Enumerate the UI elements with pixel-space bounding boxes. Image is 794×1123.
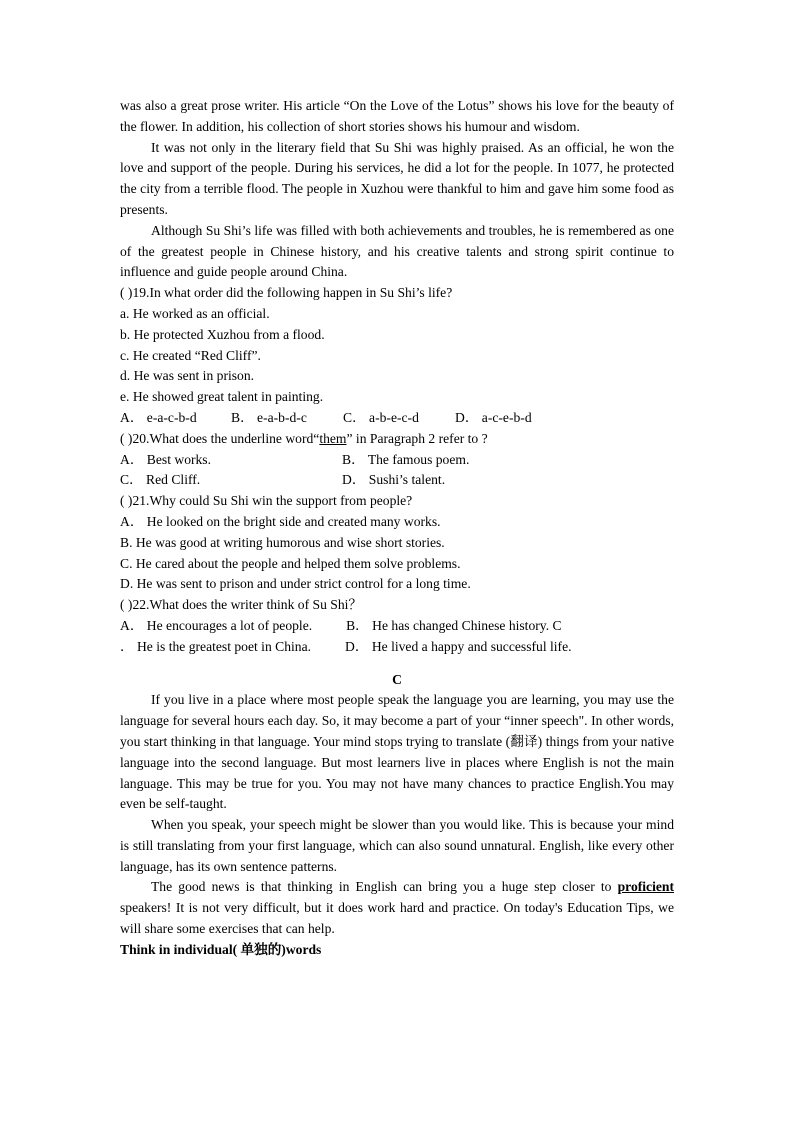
passage-paragraph: was also a great prose writer. His article “On the Love of the Lotus” shows his love for the beauty of the flower. In addition, his collection of short stories shows his humour and wisdom.: [120, 98, 674, 134]
section-heading: C: [392, 671, 402, 687]
passage-paragraph: If you live in a place where most people speak the language you are learning, you may use the language for several hours each day. So, it may become a part of your “inner speech". In other words, you start thinking in that language. Your mind stops trying to translate (翻译) things from your native language into the second language. But most learners live in places where English is not the main language. This may be true for you. You may not have many chances to practice English.You may even be self-taught.: [120, 692, 674, 812]
document-page: [120, 96, 674, 961]
event-item: c. He created “Red Cliff”.: [120, 347, 261, 363]
question-22: [120, 595, 674, 657]
option-a: A． He looked on the bright side and created many works.: [120, 513, 441, 529]
option-d: D． a-c-e-b-d: [455, 409, 532, 425]
option-a: A． Best works.: [120, 451, 212, 467]
passage-paragraph: Although Su Shi’s life was filled with both achievements and troubles, he is remembered as one of the greatest people in Chinese history, and his creative talents and strong spirit continue to influence and guide people around China.: [120, 222, 674, 280]
options-row: [120, 470, 674, 491]
question-stem: ( )21.Why could Su Shi win the support from people?: [120, 493, 413, 509]
question-stem: ( )22.What does the writer think of Su Shi？: [120, 597, 363, 613]
subheading: Think in individual( 单独的)words: [120, 941, 322, 957]
option-b: B. He was good at writing humorous and wise short stories.: [120, 534, 445, 550]
stem-text: ( )20.What does the underline word“: [120, 430, 320, 446]
option-c: C． Red Cliff.: [120, 472, 201, 488]
option-d: D. He was sent to prison and under strict control for a long time.: [120, 576, 471, 592]
event-item: b. He protected Xuzhou from a flood.: [120, 326, 325, 342]
option-c: C． a-b-e-c-d: [343, 409, 419, 425]
options-row: [120, 408, 674, 429]
event-item: a. He worked as an official.: [120, 305, 270, 321]
question-20: [120, 429, 674, 491]
event-item: d. He was sent in prison.: [120, 368, 255, 384]
option-d: D． Sushi’s talent.: [342, 472, 446, 488]
underlined-word: them: [319, 430, 347, 446]
paragraph-text: speakers! It is not very difficult, but it does work hard and practice. On today's Education Tips, we will share some exercises that can help.: [120, 900, 674, 937]
options-line: A． He encourages a lot of people. B． He has changed Chinese history. C: [120, 617, 562, 633]
event-item: e. He showed great talent in painting.: [120, 389, 324, 405]
stem-text: ” in Paragraph 2 refer to ?: [346, 430, 488, 446]
question-stem: ( )19.In what order did the following happen in Su Shi’s life?: [120, 285, 453, 301]
options-row: [120, 450, 674, 471]
passage-paragraph: When you speak, your speech might be slower than you would like. This is because your mind is still translating from your first language, which can also sound unnatural. English, like every other language, has its own sentence patterns.: [120, 817, 674, 874]
underlined-word: proficient: [617, 879, 674, 895]
question-19: [120, 283, 674, 429]
passage-paragraph: [120, 877, 674, 939]
option-b: B． e-a-b-d-c: [231, 409, 307, 425]
option-a: A． e-a-c-b-d: [120, 409, 197, 425]
passage-paragraph: It was not only in the literary field that Su Shi was highly praised. As an official, he won the love and support of the people. During his services, he did a lot for the people. In 1077, he protected the city from a terrible flood. The people in Xuzhou were thankful to him and gave him some food as presents.: [120, 139, 674, 217]
paragraph-text: The good news is that thinking in English can bring you a huge step closer to: [151, 879, 618, 895]
question-stem: [120, 429, 674, 450]
option-c: C. He cared about the people and helped them solve problems.: [120, 555, 461, 571]
options-line: ． He is the greatest poet in China. D． He lived a happy and successful life.: [120, 638, 572, 654]
option-b: B． The famous poem.: [342, 451, 470, 467]
question-21: [120, 491, 674, 595]
